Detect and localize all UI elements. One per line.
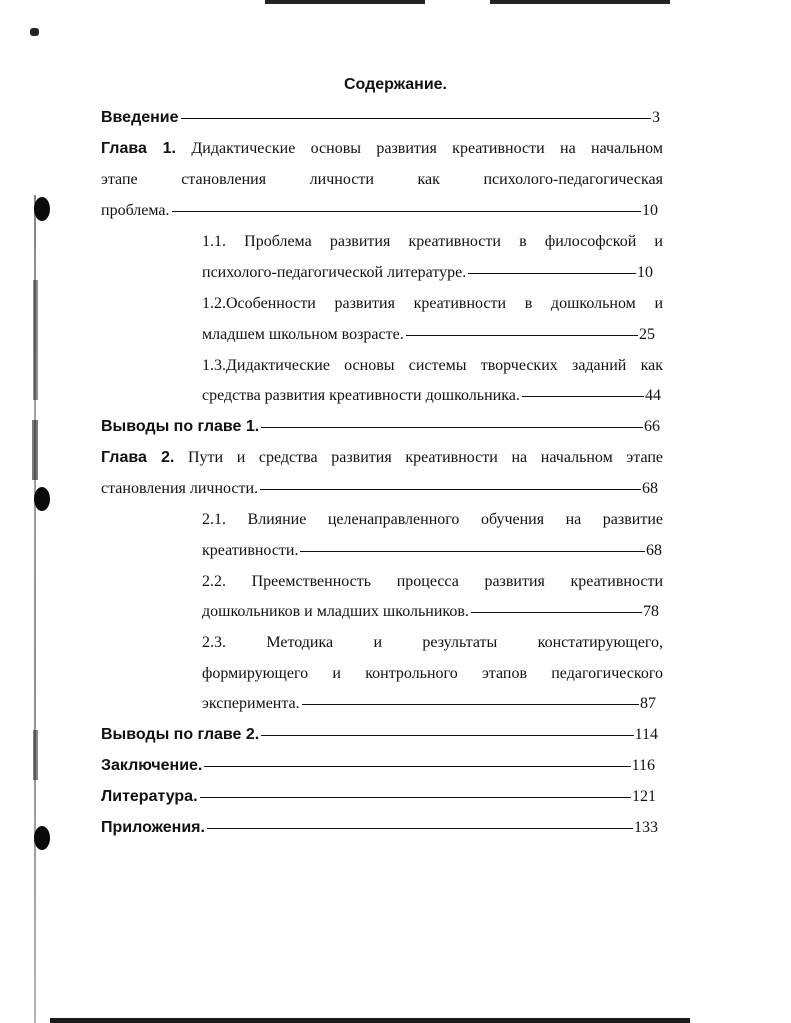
toc-section-1-1-line-2: [202, 261, 653, 285]
toc-entry-label: Заключение.: [101, 757, 203, 774]
toc-section-2-1-line-1: 2.1. Влияние целенаправленного обучения на развитие: [202, 511, 663, 528]
toc-entry-literature: [101, 785, 656, 809]
toc-chapter-2-prefix: Глава 2.: [101, 449, 175, 466]
toc-page-number: 25: [639, 326, 655, 343]
toc-leader-line: [522, 396, 644, 397]
toc-entry-introduction: [101, 106, 660, 130]
scan-smudge: [32, 420, 38, 480]
toc-entry-label: младшем школьном возрасте.: [202, 326, 404, 343]
scan-smudge: [33, 730, 38, 780]
toc-leader-line: [471, 612, 642, 613]
toc-page-number: 133: [634, 819, 658, 836]
toc-leader-line: [207, 828, 633, 829]
toc-leader-line: [300, 551, 645, 552]
toc-chapter-2-text: Пути и средства развития креативности на начальном этапе: [187, 449, 664, 466]
toc-page-number: 68: [642, 480, 658, 497]
page-title: Содержание.: [343, 76, 447, 93]
toc-leader-line: [468, 273, 636, 274]
toc-leader-line: [302, 704, 639, 705]
toc-section-1-3-line-2: [202, 384, 661, 408]
punch-hole-mark: [34, 197, 50, 221]
scan-speck: [30, 28, 39, 36]
punch-hole-mark: [34, 487, 50, 511]
toc-section-2-2-line-2: [202, 600, 659, 624]
toc-chapter-1-text: Дидактические основы развития креативности на начальном: [191, 140, 664, 157]
toc-entry-label: Выводы по главе 1.: [101, 418, 260, 435]
toc-entry-label: психолого-педагогической литературе.: [202, 264, 467, 281]
toc-section-1-2-line-2: [202, 323, 655, 347]
toc-section-2-3-line-1: 2.3. Методика и результаты констатирующего,: [202, 634, 663, 651]
scan-smudge: [33, 280, 38, 400]
toc-leader-line: [260, 489, 641, 490]
toc-entry-chapter-2-conclusions: [101, 723, 658, 747]
toc-leader-line: [204, 766, 630, 767]
toc-entry-label: становления личности.: [101, 480, 259, 497]
toc-leader-line: [181, 118, 651, 119]
toc-page-number: 3: [652, 109, 660, 126]
toc-entry-label: креативности.: [202, 542, 299, 559]
toc-leader-line: [406, 335, 638, 336]
toc-page-number: 78: [643, 603, 659, 620]
toc-section-1-2-line-1: 1.2.Особенности развития креативности в дошкольном и: [202, 295, 663, 312]
toc-page-number: 114: [634, 726, 658, 743]
toc-section-1-3-line-1: 1.3.Дидактические основы системы творческих заданий как: [202, 357, 663, 374]
toc-chapter-1-line-1: [101, 137, 663, 161]
toc-leader-line: [200, 797, 631, 798]
toc-page-number: 121: [632, 788, 656, 805]
toc-chapter-1-line-3: [101, 199, 658, 223]
toc-entry-label: Выводы по главе 2.: [101, 726, 260, 743]
toc-chapter-2-line-2: [101, 477, 658, 501]
toc-section-2-1-line-2: [202, 539, 662, 563]
toc-leader-line: [261, 427, 643, 428]
toc-section-2-3-line-2: формирующего и контрольного этапов педагогического: [202, 665, 663, 682]
toc-entry-label: Литература.: [101, 788, 198, 805]
toc-page-number: 116: [631, 757, 655, 774]
punch-hole-mark: [34, 826, 50, 850]
toc-chapter-1-line-2: этапе становления личности как психолого-педагогическая: [101, 171, 663, 188]
toc-entry-label: эксперимента.: [202, 695, 300, 712]
toc-page-number: 87: [640, 695, 656, 712]
toc-chapter-1-prefix: Глава 1.: [101, 140, 177, 157]
toc-section-2-2-line-1: 2.2. Преемственность процесса развития креативности: [202, 573, 663, 590]
scan-bottom-edge-mark: [50, 1018, 690, 1023]
toc-entry-label: средства развития креативности дошкольника.: [202, 387, 520, 404]
toc-leader-line: [172, 211, 641, 212]
scan-top-edge-mark: [265, 0, 425, 4]
toc-section-2-3-line-3: [202, 692, 656, 716]
toc-leader-line: [261, 735, 633, 736]
toc-entry-label: проблема.: [101, 202, 170, 219]
toc-page-number: 68: [646, 542, 662, 559]
toc-entry-label: дошкольников и младших школьников.: [202, 603, 469, 620]
toc-page-number: 10: [637, 264, 653, 281]
toc-chapter-2-line-1: [101, 446, 663, 470]
toc-section-1-1-line-1: 1.1. Проблема развития креативности в философской и: [202, 233, 663, 250]
toc-entry-conclusion: [101, 754, 655, 778]
toc-entry-chapter-1-conclusions: [101, 415, 660, 439]
toc-entry-appendices: [101, 816, 658, 840]
toc-entry-label: Введение: [101, 109, 179, 126]
toc-page-number: 10: [642, 202, 658, 219]
toc-entry-label: Приложения.: [101, 819, 205, 836]
scan-top-edge-mark: [490, 0, 670, 4]
toc-page-number: 66: [644, 418, 660, 435]
toc-page-number: 44: [645, 387, 661, 404]
